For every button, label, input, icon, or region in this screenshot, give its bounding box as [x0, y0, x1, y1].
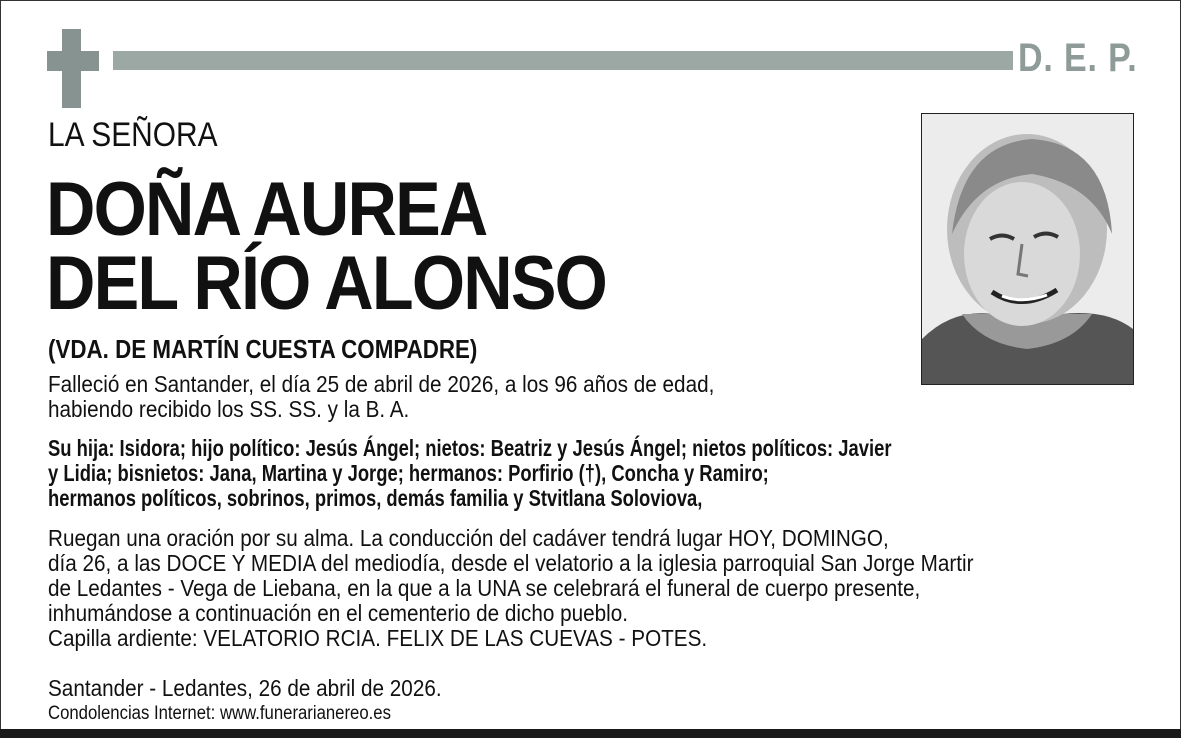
honorific: LA SEÑORA	[48, 116, 218, 154]
portrait-photo	[921, 113, 1134, 385]
text-line: Falleció en Santander, el día 25 de abril de 2026, a los 96 años de edad,	[48, 371, 715, 397]
text-line: día 26, a las DOCE Y MEDIA del mediodía, desde el velatorio a la iglesia parroquial San Jorge Martir	[48, 550, 974, 576]
text-line: de Ledantes - Vega de Liebana, en la que a la UNA se celebrará el funeral de cuerpo presente,	[48, 575, 921, 601]
text-line: Ruegan una oración por su alma. La conducción del cadáver tendrá lugar HOY, DOMINGO,	[48, 525, 889, 551]
bottom-rule	[0, 729, 1181, 738]
condolences-link: Condolencias Internet: www.funerarianereo.es	[48, 703, 391, 724]
place-date	[48, 676, 485, 701]
header-rule	[113, 51, 1013, 70]
widow-of: (VDA. DE MARTÍN CUESTA COMPADRE)	[48, 334, 478, 364]
text-line: habiendo recibido los SS. SS. y la B. A.	[48, 396, 410, 422]
text-line: hermanos políticos, sobrinos, primos, demás familia y Stvitlana Soloviova,	[48, 485, 703, 511]
text-line: inhumándose a continuación en el cementerio de dicho pueblo.	[48, 600, 629, 626]
dep-label: D. E. P.	[1018, 36, 1138, 80]
deceased-name-line1: DOÑA AUREA	[46, 167, 487, 252]
text-line: Capilla ardiente: VELATORIO RCIA. FELIX DE LAS CUEVAS - POTES.	[48, 625, 708, 651]
place-date-text: Santander - Ledantes, 26 de abril de 2026.	[48, 675, 442, 701]
text-line: Su hija: Isidora; hijo político: Jesús Ángel; nietos: Beatriz y Jesús Ángel; nietos políticos: Javier	[48, 435, 892, 461]
family-list	[48, 436, 1102, 511]
funeral-details	[48, 526, 1076, 651]
text-line: y Lidia; bisnietos: Jana, Martina y Jorge; hermanos: Porfirio (†), Concha y Ramiro;	[48, 460, 769, 486]
death-details	[48, 372, 788, 422]
deceased-name-line2: DEL RÍO ALONSO	[46, 241, 607, 326]
cross-icon-arm	[47, 51, 99, 71]
